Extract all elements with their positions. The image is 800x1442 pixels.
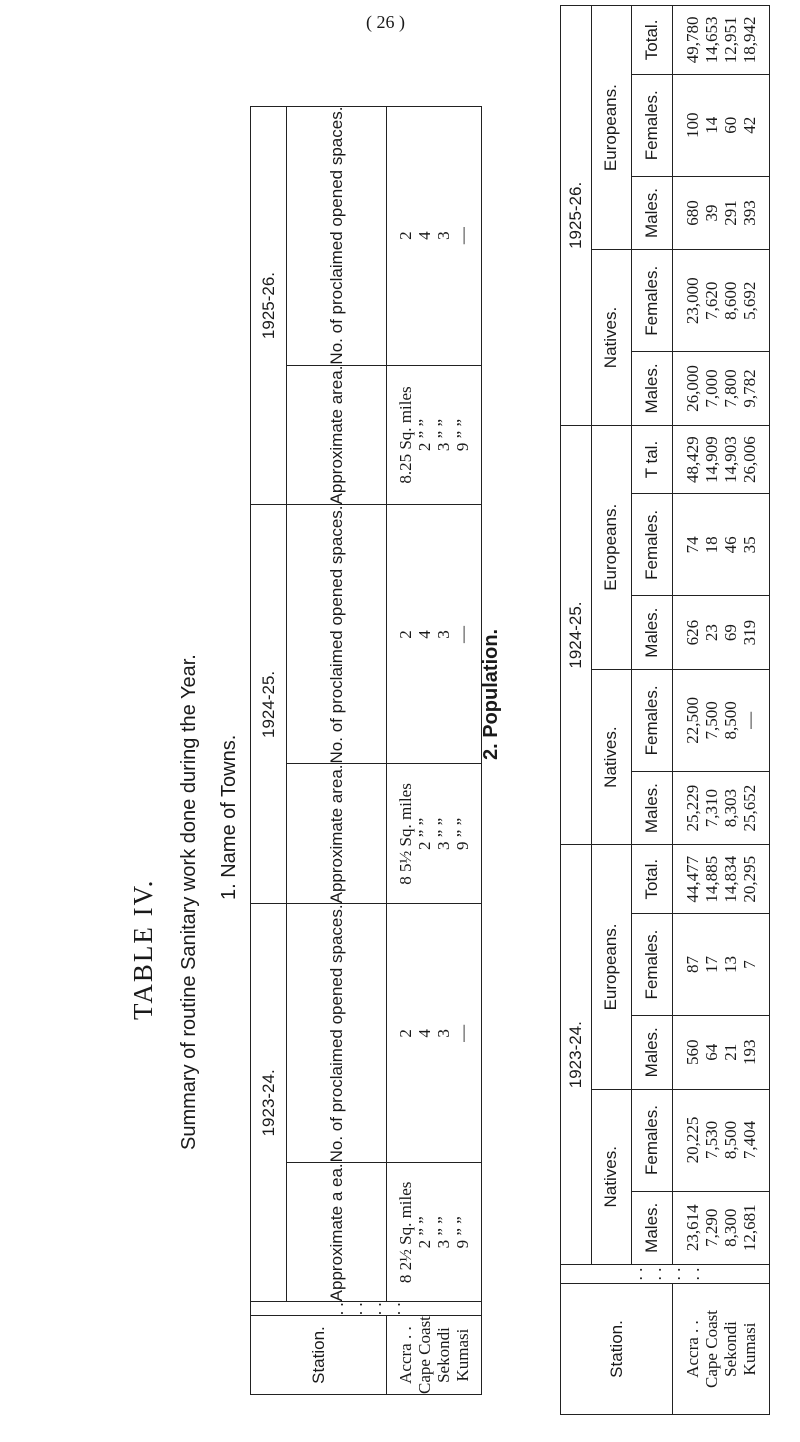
cell-line: 12,681 (740, 1204, 760, 1252)
page-number: ( 26 ) (366, 12, 405, 32)
area-values (387, 764, 482, 904)
cell-line: 8.25 Sq. miles (396, 386, 415, 484)
table-cell (673, 845, 770, 914)
population-table-grid-rotated (560, 5, 770, 1415)
table-cell (673, 669, 770, 771)
cell-line: 2 ” ” (415, 418, 434, 452)
cell-line: 8,500 (721, 1120, 741, 1160)
table-cell (632, 596, 673, 669)
spaces-header-text: No. of proclaimed opened spaces. (326, 904, 346, 1163)
cell-text: Females. (642, 1105, 662, 1175)
table-cell (673, 176, 770, 249)
cell-line: 18,942 (740, 16, 760, 64)
cell-line: 42 (740, 116, 760, 134)
cell-line: 39 (702, 204, 722, 222)
table-row (632, 6, 673, 1415)
section2-heading: 2. Population. (480, 628, 502, 760)
cell-line: 7,290 (702, 1208, 722, 1247)
table-cell (673, 914, 770, 1016)
cell-line: 9,782 (740, 369, 760, 408)
cell-line: 14,834 (721, 855, 741, 903)
cell-line: 26,006 (740, 436, 760, 483)
natives-header (591, 250, 632, 425)
cell-text: Females. (642, 929, 662, 1000)
spaces-values (387, 505, 482, 764)
dots (251, 1302, 482, 1316)
towns-table-grid-rotated (250, 106, 482, 1395)
station-header-text: Station. (308, 1326, 328, 1384)
cell-line: 35 (740, 536, 760, 554)
cell-line: 393 (740, 200, 760, 226)
cell-line: 7,800 (721, 369, 741, 408)
cell-line: — (740, 711, 760, 729)
cell-line: 319 (740, 619, 760, 646)
cell-line: 22,500 (683, 697, 703, 744)
cell-line: 44,477 (683, 855, 703, 903)
table-row (287, 106, 387, 1394)
natives-header-text: Natives. (601, 1146, 621, 1208)
cell-line: 8,600 (721, 281, 741, 320)
cell-text: Males. (642, 187, 662, 239)
cell-line: 7,530 (702, 1120, 722, 1160)
cell-text: Females. (642, 265, 662, 336)
cell-line: 14,653 (702, 16, 722, 64)
cell-line: 18 (702, 536, 722, 554)
cell-line: 100 (683, 112, 703, 139)
station-names (387, 1316, 482, 1395)
table-cell (673, 596, 770, 669)
cell-line: 680 (683, 200, 703, 226)
cell-line: 626 (683, 619, 703, 646)
cell-line: 8 2½ Sq. miles (396, 1181, 415, 1284)
cell-line: 7,310 (702, 789, 722, 828)
cell-line: . . (627, 1267, 646, 1281)
cell-line: . . (665, 1267, 684, 1281)
cell-line: 14,909 (702, 436, 722, 483)
cell-line: Accra . . (683, 1320, 703, 1378)
cell-line: Cape Coast (415, 1316, 434, 1394)
cell-line: 20,295 (740, 855, 760, 903)
cell-line: 7,404 (740, 1120, 760, 1160)
year-1924 (561, 425, 592, 845)
cell-line: . . (328, 1302, 347, 1316)
station-names (673, 1284, 770, 1415)
cell-line: 2 ” ” (415, 817, 434, 850)
table-cell (632, 352, 673, 425)
cell-line: . . (646, 1267, 665, 1281)
cell-line: 8,303 (721, 789, 741, 828)
cell-line: 14 (702, 116, 722, 134)
cell-line: 7,500 (702, 701, 722, 740)
year-1925 (251, 106, 287, 505)
cell-line: 69 (721, 624, 741, 642)
table-cell (632, 1191, 673, 1264)
table-cell (632, 494, 673, 596)
cell-text: Females. (642, 90, 662, 161)
table-cell (673, 1016, 770, 1089)
table-cell (673, 6, 770, 75)
table-cell (632, 845, 673, 914)
table-cell (632, 250, 673, 352)
table-row (591, 6, 632, 1415)
year-1924-text: 1924-25. (565, 601, 585, 669)
cell-line: 9 ” ” (453, 1216, 472, 1249)
cell-line: 2 (396, 1029, 415, 1038)
cell-text: Females. (642, 509, 662, 580)
cell-line: 4 (415, 231, 434, 240)
station-header-text: Station. (606, 1320, 626, 1378)
cell-text: T tal. (642, 440, 662, 479)
cell-line: Kumasi (740, 1322, 760, 1376)
table-cell (673, 250, 770, 352)
cell-line: 26,000 (683, 365, 703, 412)
spaces-header (287, 106, 387, 365)
cell-line: 2 (396, 630, 415, 639)
area-header-text: Approximate area. (326, 764, 346, 904)
europeans-header-text: Europeans. (601, 503, 621, 591)
section1-heading: 1. Name of Towns. (218, 734, 240, 900)
cell-line: 46 (721, 536, 741, 554)
table-row (251, 106, 287, 1394)
table-cell (673, 1191, 770, 1264)
cell-line: 25,229 (683, 784, 703, 832)
cell-text: Males. (642, 1202, 662, 1253)
spaces-values (387, 106, 482, 365)
area-header (287, 1163, 387, 1302)
year-1923-text: 1923-24. (258, 1069, 278, 1137)
cell-line: Cape Coast (702, 1310, 722, 1388)
cell-line: 9 ” ” (453, 418, 472, 452)
spaces-values (387, 904, 482, 1163)
year-1924 (251, 505, 287, 904)
cell-line: 3 (434, 231, 453, 240)
area-header (287, 365, 387, 505)
cell-text: Males. (642, 1027, 662, 1078)
station-header (251, 1316, 387, 1395)
cell-line: 3 ” ” (434, 1216, 453, 1249)
dots (561, 1265, 770, 1284)
year-1923-text: 1923-24. (565, 1021, 585, 1089)
year-1925-text: 1925-26. (565, 181, 585, 249)
table-cell (632, 669, 673, 771)
cell-line: . . (385, 1302, 404, 1316)
table-subtitle: Summary of routine Sanitary work done during the Year. (178, 654, 200, 1150)
table-cell (632, 1016, 673, 1089)
spaces-header-text: No. of proclaimed opened spaces. (326, 106, 346, 365)
area-values (387, 1163, 482, 1302)
cell-line: 3 ” ” (434, 817, 453, 850)
area-header-text: Approximate a ea. (326, 1163, 346, 1302)
table-cell (673, 352, 770, 425)
cell-line: 4 (415, 1029, 434, 1038)
table-cell (632, 914, 673, 1016)
table-row (561, 6, 592, 1415)
natives-header-text: Natives. (601, 726, 621, 788)
station-header (561, 1284, 673, 1415)
cell-line: 49,780 (683, 16, 703, 64)
year-1925 (561, 6, 592, 426)
cell-line: 20,225 (683, 1116, 703, 1164)
cell-line: 13 (721, 956, 741, 974)
cell-line: 4 (415, 630, 434, 639)
table-cell (632, 6, 673, 75)
cell-line: 17 (702, 956, 722, 974)
cell-text: Males. (642, 607, 662, 658)
cell-line: 3 ” ” (434, 418, 453, 452)
cell-text: Males. (642, 783, 662, 834)
cell-line: 560 (683, 1039, 703, 1066)
europeans-header-text: Europeans. (601, 84, 621, 172)
cell-line: 8 5½ Sq. miles (396, 783, 415, 885)
cell-text: Total. (642, 858, 662, 900)
table-cell (632, 176, 673, 249)
cell-line: . . (366, 1302, 385, 1316)
cell-text: Males. (642, 363, 662, 414)
cell-line: 2 (396, 231, 415, 240)
population-table-grid (560, 5, 770, 1415)
year-1925-text: 1925-26. (258, 271, 278, 340)
cell-line: — (453, 1024, 472, 1042)
cell-line: Kumasi (453, 1328, 472, 1382)
table-title: TABLE IV. (128, 878, 158, 1020)
table-row (387, 106, 482, 1394)
cell-line: 23,000 (683, 277, 703, 325)
cell-line: 9 ” ” (453, 817, 472, 850)
table-cell (673, 494, 770, 596)
cell-line: 193 (740, 1039, 760, 1066)
cell-line: 14,885 (702, 855, 722, 903)
year-1923 (561, 845, 592, 1265)
table-cell (632, 1089, 673, 1191)
cell-line: Accra . . (396, 1326, 415, 1384)
cell-line: 64 (702, 1043, 722, 1061)
year-1923 (251, 904, 287, 1302)
cell-line: 14,903 (721, 436, 741, 483)
natives-header (591, 1089, 632, 1264)
spaces-header (287, 505, 387, 764)
table-cell (632, 425, 673, 494)
cell-line: 23 (702, 624, 722, 642)
cell-line: — (453, 625, 472, 643)
cell-line: 60 (721, 116, 741, 134)
cell-line: 3 (434, 1029, 453, 1038)
europeans-header (591, 845, 632, 1089)
cell-line: 2 ” ” (415, 1216, 434, 1249)
cell-line: . . (347, 1302, 366, 1316)
cell-line: 87 (683, 956, 703, 974)
area-header (287, 764, 387, 904)
cell-line: 7,620 (702, 281, 722, 320)
europeans-header-text: Europeans. (601, 923, 621, 1011)
cell-line: 8,500 (721, 701, 741, 740)
cell-line: Sekondi (721, 1321, 741, 1377)
table-cell (673, 425, 770, 494)
cell-line: 7 (740, 960, 760, 969)
spaces-header-text: No. of proclaimed opened spaces. (326, 505, 346, 764)
cell-line: 5,692 (740, 281, 760, 320)
cell-text: Total. (642, 19, 662, 61)
cell-line: — (453, 227, 472, 245)
europeans-header (591, 6, 632, 250)
cell-line: 3 (434, 630, 453, 639)
cell-line: 7,000 (702, 369, 722, 408)
cell-line: . . (684, 1267, 703, 1281)
cell-line: 291 (721, 200, 741, 226)
cell-line: 74 (683, 536, 703, 554)
table-cell (673, 1089, 770, 1191)
table-cell (673, 74, 770, 176)
towns-table-grid (250, 106, 482, 1395)
europeans-header (591, 425, 632, 669)
cell-line: 23,614 (683, 1204, 703, 1252)
cell-line: 25,652 (740, 784, 760, 832)
cell-line: 48,429 (683, 436, 703, 483)
area-header-text: Approximate area. (326, 365, 346, 505)
natives-header (591, 669, 632, 844)
table-cell (673, 771, 770, 844)
table-cell (632, 74, 673, 176)
cell-line: Sekondi (434, 1327, 453, 1383)
cell-line: 12,951 (721, 16, 741, 64)
natives-header-text: Natives. (601, 306, 621, 369)
year-1924-text: 1924-25. (258, 670, 278, 738)
cell-line: 8,300 (721, 1208, 741, 1247)
cell-text: Females. (642, 685, 662, 756)
table-cell (632, 771, 673, 844)
spaces-header (287, 904, 387, 1163)
area-values (387, 365, 482, 505)
table-row (673, 6, 770, 1415)
cell-line: 21 (721, 1043, 741, 1061)
